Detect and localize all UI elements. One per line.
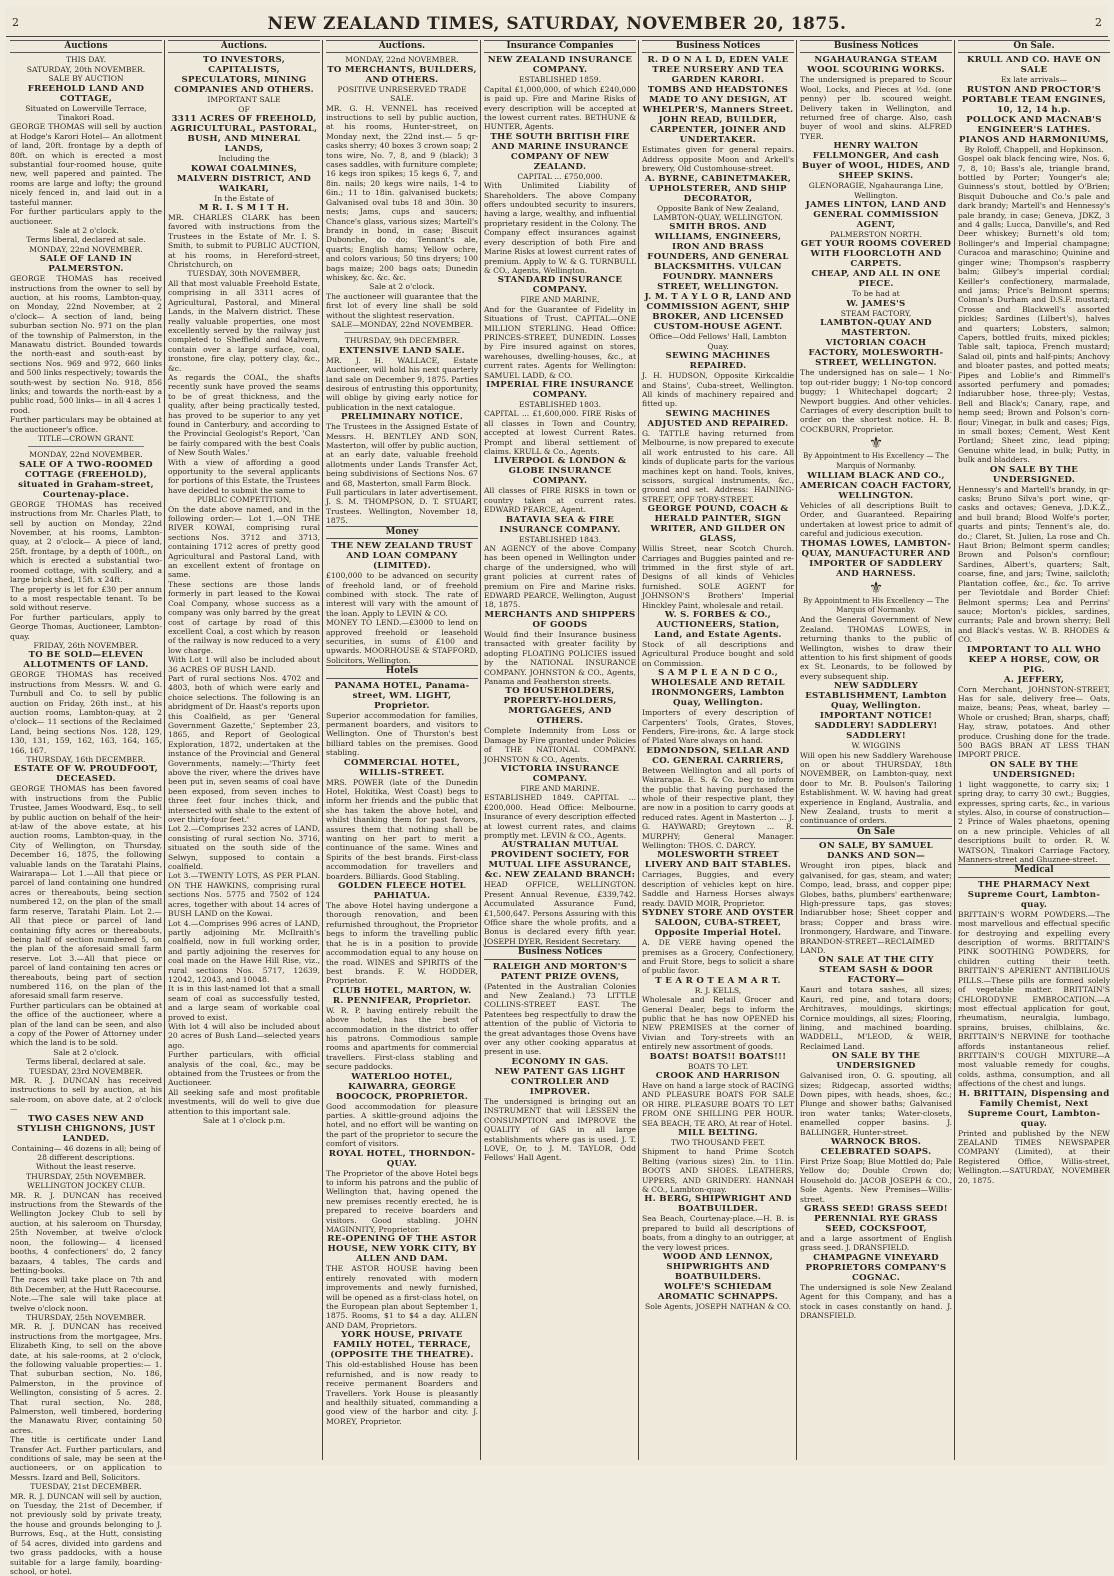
ad-body-text: 1 light waggonette, to carry six; 1 spring dray, to carry 30 cwt.; Buggies, expresses, spring carts, &c., in various styles. Also, in course of construction— 2 Prince of Wales phaetons, opening on a new principle. Vehicles of all descriptions built to order. R. W. WATSON, Tinakori Carriage Factory, Manners-street and Ghuznee-street. (958, 779, 1110, 865)
ad-body-text: Willis Street, near Scotch Church. Carriages and Buggies painted and re-trimmed in the first style of art. Designs of all kinds of Vehicles furnished. SOLE AGENT for JOHNSON'S Brothers' Imperial Hinckley Paint, wholesale and retail. (642, 544, 794, 610)
ad-body-text: MR. R. J. DUNCAN has received instructions to sell by auction, at his sale-room, on above date, at 2 o'clock— (10, 1076, 162, 1114)
ad-body-text: Wholesale and Retail Grocer and General Dealer, begs to inform the public that he has now OPENED his NEW PREMISES at the corner of Vivian and Tory-streets with an entirely new assortment of goods. (642, 995, 794, 1052)
ad-body-text: Sea Beach, Courtenay-place.—H. B. is prepared to build all descriptions of boats, from a dinghy to an outrigger, at the very lowest prices. (642, 1214, 794, 1252)
display-heading: IMPORTANT NOTICE! (819, 711, 933, 722)
ad-body-text: Superior accommodation for families, permanent boarders, and visitors to Wellington. One of Thurston's best billiard tables on the premises. Good stabling. (326, 710, 478, 758)
section-heading: Medical (958, 864, 1110, 877)
centered-line: FIRE AND MARINE. (520, 783, 600, 793)
centered-line: WELLINGTON JOCKEY CLUB. (26, 1181, 146, 1191)
ad-body-text: Further particulars, with official analysis of the coal, &c., may be obtained from the Trustees or from the Auctioneer. (168, 1050, 320, 1088)
section-heading: On Sale (800, 826, 952, 839)
centered-line: Without the least reserve. (36, 1162, 136, 1172)
ad-body-text: Note.—The sale will take place at twelve o'clock noon. (10, 1294, 162, 1313)
display-heading: LIVERPOOL & LONDON & GLOBE INSURANCE COMPANY. (493, 456, 627, 487)
display-heading: CROOK AND HARRISON (655, 1070, 781, 1081)
ad-body-text: MR. R. J. DUNCAN will sell by auction, on Tuesday, the 21st of December, if not previously sold by private treaty, the house and grounds belonging to J. Burrows, Esq., at the Hutt, consisting of 54 acres, divided into gardens and two grass paddocks, with a house suitable for a large family, boarding-school, or hotel. (10, 1491, 162, 1576)
display-heading: THE PHARMACY Next Supreme Court, Lambton-quay. (967, 879, 1101, 910)
centered-line: STEAM FACTORY, (840, 308, 912, 318)
ad-body-text: Wrought iron pipes, black and galvanised, for gas, steam, and water; Compo, lead, brass, and copper pipe; Globes, baths, plumbers' earthenware; High-pressure taps, gas stoves; Indiarubber hose; Sheet copper and brass; Copper and brass wire. Ironmongery, Hardware, and Tinware. BRANDON-STREET—RECLAIMED LAND. (800, 861, 952, 955)
centered-line: BOATS TO LET. (687, 1061, 749, 1071)
ad-body-text: ESTABLISHED 1849. CAPITAL ... £200,000. Head Office: Melbourne. Insurance of every description effected at lowest current rates, and claims promptly met. LEVIN & CO., Agents. (484, 793, 636, 840)
centered-line: Including the (218, 154, 270, 164)
section-heading: Hotels (326, 665, 478, 678)
display-heading: VICTORIA INSURANCE COMPANY. (500, 763, 620, 784)
ad-body-text: Galvanised iron, O. G. spouting, all sizes; Ridgecap, assorted widths; Down pipes, with heads, shoes, &c.; Plunge and shower baths; Galvanised iron water tanks; Water-closets, enamelled copper basins. J. BALLINGER, Hunter-street. (800, 1071, 952, 1137)
display-heading: SALE OF A TWO-ROOMED COTTAGE (FREEHOLD), situated in Graham-street, Courtenay-place. (18, 459, 154, 500)
display-heading: PANAMA HOTEL, Panama-street, WM. LIGHT, Proprietor. (334, 680, 470, 711)
centered-line: TITLE—CROWN GRANT. (37, 434, 135, 444)
display-heading: A. JEFFERY, (1003, 674, 1065, 685)
display-heading: MOLESWORTH STREET LIVERY AND BAIT STABLES. (644, 850, 792, 871)
ad-body-text: Estimates given for general repairs. Address opposite Moon and Arkell's brewery, Old Customhouse-street. (642, 145, 794, 174)
centered-line: FIRE AND MARINE, (520, 295, 600, 305)
display-heading: TWO CASES NEW AND STYLISH CHIGNONS, JUST LANDED. (16, 1113, 156, 1144)
display-heading: THOMAS LOWES, LAMBTON-QUAY, MANUFACTURER AND IMPORTER OF SADDLERY AND HARNESS. (800, 538, 952, 579)
display-heading: J. M. T A Y L O R, LAND AND COMMISSION AGENT, SHIP BROKER, AND LICENSED CUSTOM-HOUSE AGENT. (644, 292, 792, 333)
ad-body-text: Corn Merchant, JOHNSTON-STREET, Has for sale, delivery free— Oats, maize, beans; Peas, wheat, barley — Whole or crushed; Bran, sharps, chaff; Hay, straw, potatoes. And other produce. Crushing done for the trade. 500 BAGS BRAN AT LESS THAN IMPORT PRICE. (958, 684, 1110, 760)
centered-line: ESTABLISHED 1803. (518, 399, 602, 409)
display-heading: IMPORTANT TO ALL WHO KEEP A HORSE, COW, OR PIG. (966, 644, 1102, 675)
centered-line: THURSDAY, 25th NOVEMBER. (26, 1171, 146, 1181)
ad-body-text: First Prize Soap; Blue Mottled do; Pale Yellow do; Double Crown do; Household do. JACOB JOSEPH & CO., Sole Agents. New Premises—Willis-street. (800, 1157, 952, 1204)
ad-body-text: GEORGE THOMAS will sell by auction at Hodge's Karori Hotel— An allotment of land, 20ft. frontage by a depth of 80ft. on which is erected a most substantial four-roomed house, quite new, well papered and painted. The rooms are large and lofty; the ground nicely fenced in, and laid out in a tasteful manner. (10, 122, 162, 207)
centered-line: TUESDAY, 21st DECEMBER. (30, 1482, 142, 1492)
ad-body-text: Shipment to hand Prime Scotch Belting (various sizes) 2in. to 11in. BOOTS AND SHOES. LEATHERS, UPPERS, AND GRINDERY. HANNAH & CO., Lambton-quay. (642, 1147, 794, 1195)
display-heading: SADDLERY! SADDLERY! SADDLERY! (814, 721, 938, 742)
display-heading: WARNOCK BROS. CELEBRATED SOAPS. (820, 1137, 932, 1158)
section-heading: Business Notices (484, 946, 636, 959)
display-heading: EXTENSIVE LAND SALE. (339, 345, 465, 356)
ad-body-text: Further particulars can be obtained at the office of the auctioneer, where a plan of the land can be seen, and also a copy of the Power of Attorney under which the land is to be sold. (10, 1000, 162, 1048)
display-heading: WOOD AND LENNOX, SHIPWRIGHTS AND BOATBUILDERS. (662, 1252, 774, 1283)
column-rule (638, 40, 639, 1460)
centered-line: By Roloff, Chappell, and Hopkinson. (964, 144, 1104, 154)
ad-body-text: For further particulars apply to the auctioneer. (10, 207, 162, 226)
section-heading: Business Notices (642, 40, 794, 53)
display-heading: SALE OF LAND IN PALMERSTON. (39, 254, 133, 275)
ad-body-text: The Proprietor of the above Hotel begs to inform his patrons and the public of Wellington that, having opened the new premises recently erected, he is prepared to receive boarders and visitors. Good stabling. JOHN MAGINNITY, Proprietor. (326, 1168, 478, 1235)
display-heading: H. BERG, SHIPWRIGHT AND BOATBUILDER. (644, 1194, 792, 1215)
centered-line: PALMERSTON NORTH. (829, 230, 923, 240)
display-heading: NGAHAURANGA STEAM WOOL SCOURING WORKS. (807, 55, 945, 76)
display-heading: AUSTRALIAN MUTUAL PROVIDENT SOCIETY, FOR MUTUAL LIFE ASSURANCE, &c. NEW ZEALAND BRANCH: (484, 840, 636, 881)
display-heading: ON SALE BY THE UNDERSIGNED. (989, 464, 1079, 485)
display-heading: THE SOUTH BRITISH FIRE AND MARINE INSURANCE COMPANY OF NEW ZEALAND. (490, 131, 630, 172)
ad-body-text: Importers of every description of Carpenters' Tools, Grates, Stoves, Fenders, Fire-irons, &c. A large stock of Plated Ware always on hand. (642, 708, 794, 746)
centered-line: Sale at 1 o'clock p.m. (202, 1116, 286, 1126)
centered-line: FRIDAY, 26th NOVEMBER. (33, 640, 139, 650)
ad-body-text: Lot 2.—Comprises 232 acres of LAND, consisting of rural section No. 3716, situated on the south side of the Selwyn, supposed to contain a coalfield. (168, 824, 320, 872)
centered-line: GLENORAGIE, Ngahauranga Line, Wellington. (808, 181, 944, 200)
ad-body-text: All classes of FIRE RISKS in town or country taken at current rates. EDWARD PEARCE, Agent. (484, 486, 636, 515)
ad-body-text: MRS. POWER (late of the Dunedin Hotel, Hokitika, West Coast) begs to inform her friends and the public that she has taken the above hotel, and whilst thanking them for past favors, assures them that nothing shall be wanting on her part to merit a continuance of the same. Wines and Spirits of the best brands. First-class accommodation for travellers and boarders. Billiards. Good Stabling. (326, 777, 478, 881)
display-heading: BOATS! BOATS!! BOATS!!! (649, 1051, 787, 1062)
centered-line: MONDAY, 22nd NOVEMBER. (345, 55, 459, 65)
display-heading: PIANOS AND HARMONIUMS, (959, 134, 1109, 145)
ad-body-text: With Unlimited Liability of Shareholders. The above Company offers undoubted security to insurers, having a large, wealthy, and influential proprietary resident in the Colony. The Company effect insurances against every description of both Fire and Marine Risks at lowest current rates of premium. Apply to W. & G. TURNBULL & CO., Agents, Wellington. (484, 181, 636, 275)
centered-line: To be had at (852, 289, 900, 299)
ad-body-text: It is in this last-named lot that a small seam of coal as successfully tested, and a large seam of workable coal proved to exist. (168, 984, 320, 1022)
display-heading: MILL BELTING. (678, 1128, 758, 1138)
centered-line: ESTABLISHED 1859. (518, 75, 602, 85)
display-heading: FREEHOLD LAND AND COTTAGE, (27, 83, 145, 104)
display-heading: GET YOUR ROOMS COVERED WITH FLOORCLOTH AND CARPETS. (800, 239, 952, 270)
ad-body-text: £100,000 to be advanced on security of freehold land, or of freehold combined with stock. The rate of interest will vary with the amount of the loan. Apply to LEVIN & CO. (326, 571, 478, 618)
section-divider (28, 446, 144, 447)
display-heading: GOLDEN FLEECE HOTEL PAHIATUA. (338, 881, 466, 902)
centered-line: CAPITAL ... £750,000. (517, 171, 603, 181)
section-heading: Insurance Companies (484, 40, 636, 53)
ad-body-text: Hennessy's and Martell's brandy, in qr-casks; Bruno Silva's port wine, qr-casks and octaves; Geneva, J.D.K.Z., and bull brand; Blood Wolfe's porter, quarts and pints; Tennent's ale, do. do.; Claret, St. Julien, La rose and Ch. Haut Brion; Belmont sperm candles; Brown and Polson's cornflour; Sardines, Albert's, quarters; Salt, coarse, fine, and jars; Twine, sailcloth; Plantation coffee, &c., &c. To arrive per Teviotdale and Border Chief: Belmont sperms; Lea and Perrins' sauce; Morton's pickles, sardines, currants; Pale and brown sherry; Bell and Black's vestas. W. B. RHODES & CO. (958, 484, 1110, 645)
display-heading: RUSTON AND PROCTOR'S PORTABLE TEAM ENGINES, 10, 12, 14 h.p. (961, 84, 1107, 115)
centered-line: THURSDAY, 9th DECEMBER. (344, 336, 460, 346)
ad-body-text: The property is let for £30 per annum to a most respectable tenant. To be sold without reserve. (10, 584, 162, 613)
display-heading: R. D O N A L D, EDEN VALE TREE NURSERY AND TEA GARDEN KARORI. (647, 55, 789, 86)
ad-body-text: Have on hand a large stock of RACING AND PLEASURE BOATS FOR SALE OR HIRE. PLEASURE BOATS TO LET FROM ONE SHILLING PER HOUR. SEA BEACH, TE ARO, At rear of Hotel. (642, 1080, 794, 1128)
newspaper-title: NEW ZEALAND TIMES, SATURDAY, NOVEMBER 20, 1875. (267, 14, 847, 34)
column-rule (480, 40, 481, 1460)
display-heading: NEW SADDLERY ESTABLISHMENT, Lambton Quay, Wellington. (805, 681, 947, 712)
centered-line: Ex late arrivals— (1000, 75, 1068, 85)
ad-body-text: Capital £1,000,000, of which £240,000 is paid up. Fire and Marine Risks of every description will be accepted at the lowest current rates. BETHUNE & HUNTER, Agents. (484, 84, 636, 132)
display-heading: ON SALE BY THE UNDERSIGNED: (989, 759, 1079, 780)
ad-body-text: The Trustees in the Assigned Estate of Messrs. H. BENTLEY AND SON, Masterton, will offer by public auction, at an early date, valuable freehold allotments under Lands Transfer Act, being subdivisions of Sections Nos. 67 and 68, Masterton, small Farm Block. (326, 422, 478, 488)
display-heading: JAMES LINTON, LAND AND GENERAL COMMISSION AGENT, (805, 200, 947, 231)
display-heading: IMPERIAL FIRE INSURANCE COMPANY. (486, 379, 634, 400)
display-heading: EDMONDSON, SELLAR AND CO. GENERAL CARRIERS, (646, 745, 790, 766)
page-number-left: 2 (12, 16, 19, 29)
small-caption: By Appointment to His Excellency — The Marquis of Normanby. (803, 452, 949, 470)
centered-line: Terms liberal, declared at sale. (26, 1057, 146, 1067)
ad-body-text: Lot 4.—Comprises 996 acres of LAND, partly adjoining Mr. McIlraith's coalfield, now in full working order, and partly adjoining the reserves for coal made on the Hawe Hill Rise, viz., rural sections Nos. 5717, 12639, 12042, 12043, and 10048. (168, 918, 320, 984)
display-heading: ESTATE OF W. PROUDFOOT, DECEASED. (13, 764, 159, 785)
centered-line: Containing— 46 dozens in all; being of 28 different descriptions. (11, 1143, 161, 1163)
ad-body-text: Full particulars in later advertisement. J. S. M. THOMPSON, D. T. STUART, Trustees. Wellington, November 18, 1875. (326, 488, 478, 526)
ad-body-text: All that most valuable Freehold Estate, comprising in all 3311 acres of Agricultural, Pastoral, and Mineral Lands, in the Malvern district. These really valuable properties, one most excellently served by the railway just completed to Sheffield and Malvern, contain over a large surface, coal, ironstone, fire clay, pottery clay, &c., &c. (168, 278, 320, 373)
display-heading: TOMBS AND HEADSTONES MADE TO ANY DESIGN, AT WHELPER'S, Manners Street. (642, 85, 794, 116)
ad-body-text: The title is certificate under Land Transfer Act. Further particulars, and conditions of sale, may be seen at the auctioneers, or on application to Messrs. Izard and Bell, Solicitors. (10, 1435, 162, 1482)
display-heading: WATERLOO HOTEL, KAIWARRA, GEORGE BOOCOCK, PROPRIETOR. (335, 1071, 469, 1102)
display-heading: BATAVIA SEA & FIRE INSURANCE COMPANY. (499, 514, 621, 535)
ad-body-text: Stock of all descriptions and Agricultural Produce bought and sold on Commission. (642, 639, 794, 668)
newspaper-page (6, 6, 1110, 1576)
display-heading: ROYAL HOTEL, THORNDON-QUAY. (328, 1148, 476, 1169)
ad-body-text: Printed and published by the NEW ZEALAND TIMES NEWSPAPER COMPANY (Limited), at their Registered Office, Willis-street, Wellington.—SATURDAY, NOVEMBER 20, 1875. (958, 1128, 1110, 1185)
centered-line: THURSDAY, 25th NOVEMBER. (26, 1312, 146, 1322)
display-heading: CHAMPAGNE VINEYARD PROPRIETORS COMPANY'S COGNAC. (805, 1252, 947, 1283)
display-heading: CLUB HOTEL, MARTON, W. R. PENNIFEAR, Proprietor. (332, 985, 472, 1006)
display-heading: MERCHANTS AND SHIPPERS OF GOODS (484, 609, 636, 630)
section-divider (344, 332, 460, 333)
masthead (6, 6, 1108, 37)
ad-body-text: CAPITAL ... £1,600,000. FIRE Risks of all classes in Town and Country, accepted at lowest Current Rates. Prompt and liberal settlement of claims. KRULL & Co., Agents. (484, 409, 636, 456)
ad-body-text: Between Wellington and all ports of Wairarapa. E. S. & Co. beg to inform the public that having purchased the whole of their respective plant, they are now in a position to carry goods at reduced rates. Agent in Masterton ... J. G. HAYWARD; Greytown ... R. MURPHY; General Manager. Wellington: THOS. C. DARCY. (642, 765, 794, 851)
display-heading: WOLFE'S SCHIEDAM AROMATIC SCHNAPPS. (657, 1282, 779, 1303)
ad-body-text: GEORGE THOMAS has received instructions from Mr. Charles Platt, to sell by auction on Monday, 22nd November, at his rooms, Lambton-quay, at 2 o'clock— A piece of land, 25ft. frontage, by a depth of 100ft., on which is erected a substantial two-roomed cottage, with scullery, and a large brick shed, 15ft. x 24ft. (10, 499, 162, 585)
display-heading: NEW PATENT GAS LIGHT CONTROLLER AND IMPROVER. (494, 1066, 626, 1097)
column-rule (954, 40, 955, 1460)
display-heading: TO BE SOLD—ELEVEN ALLOTMENTS OF LAND. (23, 650, 149, 671)
display-heading: SMITH BROS. AND WILLIAMS, ENGINEERS, IRON AND BRASS FOUNDERS, AND GENERAL BLACKSMITHS. VULCAN FOUNDRY. MANNERS STREET, WELLINGTON. (647, 222, 789, 293)
ad-body-text: With a view of affording a good opportunity to the several applicants for portions of this Estate, the Trustees have decided to submit the same to (168, 457, 320, 495)
display-heading: THE NEW ZEALAND TRUST AND LOAN COMPANY (LIMITED). (331, 541, 473, 572)
ad-body-text: The undersigned is sole New Zealand Agent for this Company, and has a stock in cases constantly on hand. J. DRANSFIELD. (800, 1282, 952, 1321)
ad-body-text: THE ASTOR HOUSE having been entirely renovated with modern improvements and newly furnished, will be opened as a first-class hotel, on the European plan about September 1, 1875. Rooms, $1 to $4 a day. ALLEN AND DAM, Proprietors. (326, 1264, 478, 1330)
display-heading: POLLOCK AND MACNAB'S ENGINEER'S LATHES. (966, 114, 1102, 135)
ad-body-text: G. TATTLE having returned from Melbourne, is now prepared to execute all work entrusted to his care. All kinds of duplicate parts for the various machines kept on hand. Tools, knives, scissors, surgical instruments, &c., ground and set. Address: HAINING-STREET, OFF TORY-STREET. (642, 428, 794, 504)
display-heading: RALEIGH AND MORTON'S PATENT PRIZE OVENS, (492, 961, 628, 982)
centered-line: MONDAY, 22nd NOVEMBER. (29, 244, 143, 254)
centered-line: R. J. KELLS, (694, 985, 742, 995)
centered-line: W. WIGGINS (851, 741, 901, 751)
section-heading: Money (326, 526, 478, 539)
ad-body-text: With lot 4 will also be included about 20 acres of Bush Land—selected years ago. (168, 1021, 320, 1050)
ad-body-text: BRITTAIN'S WORM POWDERS.—The most marvellous and effectual specific for destroying and expelling every description of worms. BRITTAIN'S PINK SOOTHING POWDERS, for children cutting their teeth. BRITTAIN'S APERIENT ANTIBILIOUS PILLS.—These pills are formed solely of vegetable matter. BRITTAIN'S CHLORODYNE EMBROCATION.—A most effectual application for gout, rheumatism, neuralgia, lumbago, sprains, bruises, chilblains, &c. BRITTAIN'S NERVINE for toothache affords instantaneous relief. BRITTAIN'S COUGH MIXTURE—A most valuable remedy for coughs, colds, asthma, consumption, and all affections of the chest and lungs. (958, 909, 1110, 1089)
section-heading: Business Notices (800, 40, 952, 53)
centered-line: PUBLIC COMPETITION, (196, 495, 292, 505)
centered-line: Sale at 2 o'clock. (369, 282, 435, 292)
display-heading: NEW ZEALAND INSURANCE COMPANY. (487, 55, 633, 76)
ad-body-text: The above Hotel having undergone a thorough renovation, and been refurnished throughout, the Proprietor begs to inform the travelling public that he is in a position to provide accommodation equal to any house on the road. WINES and SPIRITS of the best brands. F. W. HODDER, Proprietor. (326, 901, 478, 986)
display-heading: KOWAI COALMINES, MALVERN DISTRICT, AND WAIKARI, (176, 163, 312, 194)
centered-line: OF (238, 104, 250, 114)
display-heading: T E A R O T E A M A R T. (655, 975, 781, 986)
ad-body-text: MONEY TO LEND.—£3000 to lend on approved freehold or leasehold securities, in sums of £100 and upwards. MOORHOUSE & STAFFORD, Solicitors, Wellington. (326, 618, 478, 665)
ad-body-text: Will open his new Saddlery Warehouse on or about THURSDAY, 18th NOVEMBER, on Lambton-quay, next door to Mr. B. Poulson's Tailoring Establishment. W. W. having had great experience in England, Australia, and New Zealand, trusts to merit a continuance of orders. (800, 750, 952, 826)
display-heading: COMMERCIAL HOTEL, WILLIS-STREET. (343, 757, 461, 778)
ad-body-text: For further particulars, apply to George Thomas, Auctioneer, Lambton-quay. (10, 612, 162, 641)
ad-body-text: Gospel oak black fencing wire, Nos. 6, 7, 8, 10; Bass's ale, triangle brand, bottled by Porter; Younger's ale; Guinness's stout, bottled by O'Brien; Bisquit Dubouche and Co.'s pale and dark brandy; Martell's and Hennessy's pale brandy, in case; Geneva, JDKZ, 3 and 4 galls; Lucca, Danville's, and Red Deer whiskey; Burnett's old tom; Bollinger's and Imperial champagne; Curacoa and maraschino; Quinine and ginger wine; Thompson's raspberry balm; Gilbey's imperial cordial; Keiller's confectionery, marmalade, and jams; Price's Belmont sperms; Colman's Durham and D.S.F. mustard; Crosse and Blackwell's assorted pickles; Sardines (Lilbert's), halves and quarters; Lobsters, salmon; Capers, bottled fruits, mixed pickles; Table salt, tapioca, French mustard; Salad oil, pints and half-pints; Anchovy and bloater pastes, and potted meats; Pipes and Loblie's and Rimmell's assorted perfumery and pomades; Indiarubber hose, three-ply; Vestas, Bell and Black's; Canary, rape, and hemp seed; Brown and Polson's corn-flour; Vinegar, in bulk and cases; Figs, in small boxes; Cement, West Kent Portland; Sheet zinc, lead piping; Genuine white lead, in bulk; Putty, in bulk and bladders. (958, 154, 1110, 465)
ad-body-text: With Lot 1 will also be included about 36 ACRES OF BUSH LAND. (168, 655, 320, 674)
ad-body-text: MR. G. H. VENNEL has received instructions to sell by public auction, at his rooms, Hunter-street, on Monday next, the 22nd inst.— 5 qr-casks sherry; 40 boxes 3 crown soap; 2 tons wire, No. 7, 8, and 9 (black); 3 cases saddles, with furniture complete; 16 kegs iron spikes; 15 kegs 6, 7, and 8in. nails; 20 kegs wire nails, 1-4 to 6in.; 11 to 18in. galvanised buckets; Galvanised oval tubs 18 and 30in. 30 nests; Jams, cups and saucers; Chance's glass, various sizes; Martell's brandy in bond, in case; Biscuit Dubonche, do do; Tennant's ale, quarts; English hams; Yellow ochre, and colors various; 50 tins dryers; 100 bags maize; 200 bags oats; Dunedin whiskey, &c. &c. &c. (326, 103, 478, 282)
centered-line: SALE—MONDAY, 22nd NOVEMBER. (330, 319, 474, 329)
section-heading: Auctions. (326, 40, 478, 53)
column-business-notices-2 (800, 40, 952, 1460)
centered-line: In the Estate of (214, 193, 274, 203)
page-number-right: 2 (1095, 16, 1102, 29)
small-caption: By Appointment to His Excellency — The Marquis of Normanby. (803, 596, 949, 614)
centered-line: Sole Agents, JOSEPH NATHAN & CO. (645, 1302, 791, 1312)
ad-body-text: Part of rural sections Nos. 4702 and 4803, both of which were early and choice selections. The following is an abridgment of Dr. Haast's reports upon this Coalfield, as per 'General Government Gazette,' September 23, 1865, and Report of Geological Exploration, 1872, undertaken at the instance of the Provincial and General Governments, namely:—'Thirty feet above the river, where the drives have been put in, seven seams of coal have been exposed, from seven inches to three feet four inches thick, and intersected with shale to the extent of over thirty-four feet.' (168, 673, 320, 825)
column-on-sale-medical (958, 40, 1110, 1460)
display-heading: M R. I. S M I T H. (198, 203, 290, 214)
ad-body-text: MR. R. J. DUNCAN has received instructions from the mortgagee, Mrs. Elizabeth King, to sell on the above date, at his sale-rooms, at 2 o'clock, the following valuable properties:— 1. That suburban section, No. 186, Palmerston, in the province of Wellington, consisting of 5 acres. 2. That rural section, No. 288, Palmerston, well timbered, bordering the Manawatu River, containing 50 acres. (10, 1322, 162, 1435)
ad-body-text: and a large assortment of English grass seed. J. DRANSFIELD. (800, 1234, 952, 1253)
centered-line: ESTABLISHED 1843. (518, 534, 602, 544)
ad-body-text: MR. CHARLES CLARK has been favored with instructions from the Trustees in the Estate of Mr. I. S. Smith, to submit to PUBLIC AUCTION, at his rooms, in Hereford-street, Christchurch, on (168, 213, 320, 270)
centered-line: Sale at 2 o'clock. (53, 225, 119, 235)
centered-line: Sale at 2 o'clock. (53, 1047, 119, 1057)
display-heading: SYDNEY STORE AND OYSTER SALOON, CUBA-STREET, Opposite Imperial Hotel. (642, 908, 794, 939)
ad-body-text: Complete Indemnity from Loss or Damage by Fire granted under Policies of THE NATIONAL COMPANY. JOHNSTON & CO., Agents. (484, 726, 636, 764)
display-heading: LAMBTON-QUAY AND MASTERTON. (820, 318, 932, 339)
display-heading: ON SALE AT THE CITY STEAM SASH & DOOR FACTORY— (818, 955, 934, 986)
display-heading: W. JAMES'S (846, 298, 906, 309)
ad-body-text: On the date above named, and in the following order:— Lot 1.—ON THE RIVER KOWAI, comprising rural sections Nos. 3712 and 3713, containing 1712 acres of pretty good Agricultural and Pastoral Land, with an excellent extent of frontage on same. (168, 504, 320, 580)
ad-body-text: Kauri and totara sashes, all sizes; Kauri, red pine, and totara doors; Architraves, mouldings, skirtings; Cornice mouldings, all sizes; Flooring, lining, and machined boarding. WADDELL, M'LEOD, & WEIR, Reclaimed Land. (800, 985, 952, 1051)
ad-body-text: Further particulars may be obtained at the auctioneer's office. (10, 415, 162, 434)
display-heading: STANDARD INSURANCE COMPANY. (497, 275, 623, 296)
ad-body-text: J. H. HUDSON, Opposite Kirkcaldie and Stains', Cuba-street, Wellington. All kinds of machinery repaired and fitted up. (642, 371, 794, 409)
display-heading: TO MERCHANTS, BUILDERS, AND OTHERS. (327, 64, 477, 85)
ad-body-text: The undersigned has on sale— 1 No-top out-rider buggy; 1 No-top concord buggy; 1 Whitechapel dogcart; 2 Newport buggies. And other vehicles. Carriages of every description built to order on the shortest notice. H. B. COCKBURN, Proprietor. (800, 368, 952, 434)
display-heading: WILLIAM BLACK AND CO., AMERICAN COACH FACTORY, WELLINGTON. (800, 470, 952, 501)
centered-line: MONDAY, 22nd NOVEMBER. (29, 450, 143, 460)
display-heading: W. S. FORBES & CO., AUCTIONEERS, Station, Land, and Estate Agents. (654, 609, 782, 640)
display-heading: A. BYRNE, CABINETMAKER, UPHOLSTERER, AND SHIP DECORATOR, (644, 173, 792, 204)
ad-body-text: And the General Government of New Zealand. THOMAS LOWES, in returning thanks to the public of Wellington, wishes to draw their attention to his first shipment of goods ex St. Leonards, to be followed by every subsequent ship. (800, 615, 952, 681)
ad-body-text: GEORGE THOMAS has received instructions from the owner to sell by auction, at his rooms, Lambton-quay, on Monday, 22nd November, at 2 o'clock— A section of land, being suburban section No. 971 on the plan of the township of Palmerston, in the Manawatu district. Bounded towards the north-east and south-east by sections Nos. 969 and 972, 660 links and 500 links respectively; towards the south-west by section No. 918, 856 links; and towards the north-east by a public road, 500 links— in all 4 acres 1 rood. (10, 274, 162, 415)
ad-body-text: W. R. P. having entirely rebuilt the above hotel, has the best of accommodation in the district to offer his patrons. Commodious sample rooms and apartments for commercial travellers. First-class stabling and secure paddocks. (326, 1005, 478, 1072)
display-heading: GEORGE POUND, COACH & HERALD PAINTER, SIGN WRITER, AND GILDER ON GLASS, (647, 504, 789, 545)
ad-body-text: And for the Guarantee of Fidelity in Situations of Trust. CAPITAL—ONE MILLION STERLING. Head Office: PRINCES-STREET, DUNEDIN. Losses by Fire insured against on stores, warehouses, dwelling-houses, &c., at current rates. Agents for Wellington: SAMUEL LADD, & CO. (484, 304, 636, 380)
display-heading: H. BRITTAIN, Dispensing and Family Chemist, Next Supreme Court, Lambton-quay. (958, 1088, 1110, 1129)
ad-body-text: As regards the COAL, the shafts recently sunk have proved the seams to be of great thickness, and the quality, after being practically tested, has proved to be superior to any yet found in Canterbury, and according to the Provincial Geologist's Report, 'Can be fairly compared with the best Coals of New South Wales.' (168, 372, 320, 458)
column-insurance (484, 40, 636, 1460)
display-heading: PRELIMINARY NOTICE. (340, 412, 464, 423)
ad-body-text: Good accommodation for pleasure parties. A skittle-ground adjoins the hotel, and no effort will be wanting on the part of the proprietor to secure the comfort of visitors. (326, 1101, 478, 1149)
ad-body-text: The races will take place on 7th and 8th December, at the Hutt Racecourse. (10, 1275, 162, 1294)
ad-body-text: A. DE VERE having opened the premises as a Grocery, Confectionery, and Fruit Store, begs to solicit a share of public favor. (642, 938, 794, 976)
centered-line: Terms liberal, declared at sale. (26, 235, 146, 245)
display-heading: CHEAP, AND ALL IN ONE PIECE. (811, 269, 941, 290)
display-heading: VICTORIAN COACH FACTORY, MOLESWORTH-STREET, WELLINGTON. (808, 338, 944, 369)
column-rule (164, 40, 165, 1460)
centered-line: Opposite Bank of New Zealand, LAMBTON-QUAY, WELLINGTON. (653, 203, 783, 223)
display-heading: TO INVESTORS, CAPITALISTS, SPECULATORS, MINING COMPANIES AND OTHERS. (174, 55, 314, 96)
centered-line: TUESDAY, 30th NOVEMBER, (187, 269, 301, 279)
display-heading: SEWING MACHINES ADJUSTED AND REPAIRED. (647, 408, 789, 429)
display-heading: TO HOUSEHOLDERS, PROPERTY-HOLDERS, MORTGAGEES, AND OTHERS. (503, 686, 617, 727)
ad-body-text: Carriages, Buggies, and every description of vehicles kept on hire. Saddle and Harness Horses always ready. DAVID MOIR, Proprietor. (642, 870, 794, 908)
ad-body-text: HEAD OFFICE, WELLINGTON. Present Annual Revenue, £339,742. Accumulated Assurance Fund, £1,500,647. Persons Assuring with this Office share the whole profits, and a Bonus is declared every fifth year. JOSEPH DYER, Resident Secretary. (484, 880, 636, 946)
ad-body-text: (Patented in the Australian Colonies and New Zealand.) 73 LITTLE COLLINS-STREET EAST. The Patentees beg respectfully to draw the attention of the public of Victoria to the great advantages those Ovens have over any other cooking apparatus at present in use. (484, 981, 636, 1057)
display-heading: S A M P L E A N D C O., WHOLESALE AND RETAIL IRONMONGERS, Lambton Quay, Wellington. (651, 668, 785, 709)
ad-body-text: All seeking safe and most profitable investments, will do well to give due attention to this important sale. (168, 1087, 320, 1116)
centered-line: POSITIVE UNRESERVED TRADE SALE. (337, 84, 467, 104)
ad-body-text: GEORGE THOMAS has received instructions from Messrs. W. and G. Turnbull and Co. to sell by public auction on Friday, 26th inst., at his auction rooms, Lambton-quay, at 2 o'clock— 11 sections of the Reclaimed Land, being sections Nos. 128, 129, 130, 131, 159, 162, 163, 164, 165, 166, 167. (10, 670, 162, 755)
display-heading: GRASS SEED! GRASS SEED! PERENNIAL RYE GRASS SEED, COCKSFOOT, (804, 1204, 948, 1235)
ad-body-text: The undersigned is prepared to Scour Wool, Locks, and Pieces at ½d. (one penny) per lb. scoured weight. Delivery taken in Wellington, and returned free of charge. Also, cash buyer of wool and skins. ALFRED TYER. (800, 75, 952, 141)
ad-body-text: AN AGENCY of the above Company has been opened in Wellington under charge of the undersigned, who will grant policies at current rates of premium on Fire and Marine risks. EDWARD PEARCE, Wellington, August 18, 1875. (484, 544, 636, 610)
display-heading: ECONOMY IN GAS. (511, 1056, 609, 1067)
ad-body-text: This old-established House has been refurnished, and is now ready to receive permanent Boarders and Travellers. York House is pleasantly and healthily situated, commanding a good view of the harbor and city. J. MOREY, Proprietor. (326, 1360, 478, 1426)
ad-body-text: Would find their Insurance business transacted with greater facility by adopting FLOATING POLICIES issued by the NATIONAL INSURANCE COMPANY. JOHNSTON & CO., Agents, Panama and Featherston streets. (484, 629, 636, 686)
display-heading: 3311 ACRES OF FREEHOLD, AGRICULTURAL, PASTORAL, BUSH, AND MINERAL LANDS, (170, 114, 318, 155)
centered-line: TWO THOUSAND FEET. (670, 1138, 766, 1147)
royal-crest-icon: ⚜ (868, 577, 884, 597)
display-heading: SEWING MACHINES REPAIRED. (665, 351, 771, 372)
display-heading: KRULL AND CO. HAVE ON SALE (967, 55, 1101, 76)
centered-line: SALE BY AUCTION (48, 74, 124, 84)
column-business-notices-1 (642, 40, 794, 1460)
section-heading: On Sale. (958, 40, 1110, 53)
centered-line: Office—Odd Fellows' Hall, Lambton Quay. (649, 332, 787, 351)
column-auctions-2 (168, 40, 320, 1460)
centered-line: THURSDAY, 16th DECEMBER. (26, 755, 146, 764)
ad-body-text: The auctioneer will guarantee that the first lot of every line shall be sold without the slightest reservation. (326, 291, 478, 320)
column-rule (322, 40, 323, 1460)
display-heading: YORK HOUSE, PRIVATE FAMILY HOTEL, TERRACE, (OPPOSITE THE THEATRE). (330, 1330, 474, 1361)
column-auctions-1 (10, 40, 162, 1576)
ad-body-text: The undersigned is bringing out an INSTRUMENT that will LESSEN the CONSUMPTION and IMPROVE the QUALITY of GAS in all large establishments where gas is used. J. T. LOVE, Or, to J. M. TAYLOR, Odd Fellows' Hall Agent. (484, 1096, 636, 1163)
ad-body-text: MR. J. H. WALLACE, Estate Auctioneer, will hold his next quarterly land sale on December 9, 1875. Parties desirous of entrusting this opportunity, will oblige by giving early notice for publication in the next catalogue. (326, 355, 478, 412)
ad-body-text: These sections are those lands formerly in part leased to the Kowai Coal Company, whose success as a company was only barred by the great cost of cartage by road of this excellent Coal, a cost which by reason of the railway is now reduced to a very low charge. (168, 579, 320, 655)
display-heading: ON SALE BY THE UNDERSIGNED (831, 1051, 921, 1072)
column-auctions-3 (326, 40, 478, 1460)
display-heading: HENRY WALTON FELLMONGER, And cash Buyer of WOOL, HIDES, AND SHEEP SKINS. (801, 141, 951, 182)
section-heading: Auctions. (168, 40, 320, 53)
ad-body-text: Lot 3.—TWENTY LOTS, AS PER PLAN. ON THE HAWKINS, comprising rural sections Nos. 5775 and 7502 of 124 acres, together with about 14 acres of BUSH LAND on the Kowai. (168, 871, 320, 919)
ad-body-text: MR. R. J. DUNCAN has received instructions from the Stewards of the Wellington Jockey Club to sell by auction, at his saleroom on Thursday, 25th November, at twelve o'clock noon, the following— 4 licensed booths, 4 confectioners' do, 2 fancy bazaars, 4 tables, The cards and betting-books. (10, 1190, 162, 1275)
ad-body-text: GEORGE THOMAS has been favored with instructions from the Public Trustee, James Woodward, Esq., to sell by public auction on behalf of the heir-at-law of the above estate, at his auction rooms, Lambton-quay, in the City of Wellington, on Thursday, December 16, 1875, the following valuable lands on the Taratahi Plains, Wairarapa— Lot 1.—All that piece or parcel of land containing one hundred acres or thereabouts, being section numbered 12, on the plan of the small farm reserve, Taratahi Plain. Lot 2.—All that piece or parcel of land containing fifty acres or thereabouts, being half of section numbered 5, on the plan of the aforesaid small farm reserve. Lot 3.—All that piece or parcel of land containing ten acres or thereabouts, being part of section numbered 116, on the plan of the aforesaid small farm reserve. (10, 784, 162, 1001)
centered-line: TUESDAY, 23rd NOVEMBER. (29, 1066, 143, 1076)
centered-line: Situated on Lowerville Terrace, Tinakori Road. (25, 103, 147, 123)
centered-line: THIS DAY. (65, 55, 106, 65)
centered-line: IMPORTANT SALE (207, 95, 281, 105)
centered-line: SATURDAY, 20th NOVEMBER. (26, 64, 146, 74)
column-rule (796, 40, 797, 1460)
display-heading: RE-OPENING OF THE ASTOR HOUSE, NEW YORK CITY, BY ALLEN AND DAM. (327, 1234, 477, 1265)
ad-body-text: Vehicles of all descriptions Built to Order, and Guaranteed. Repairing undertaken at lowest price to admit of careful and judicious execution. (800, 500, 952, 539)
display-heading: ON SALE, BY SAMUEL DANKS AND SON— (819, 841, 933, 862)
royal-crest-icon: ⚜ (868, 433, 884, 453)
section-heading: Auctions (10, 40, 162, 53)
display-heading: JOHN READ, BUILDER, CARPENTER, JOINER AND UNDERTAKER. (650, 115, 786, 146)
